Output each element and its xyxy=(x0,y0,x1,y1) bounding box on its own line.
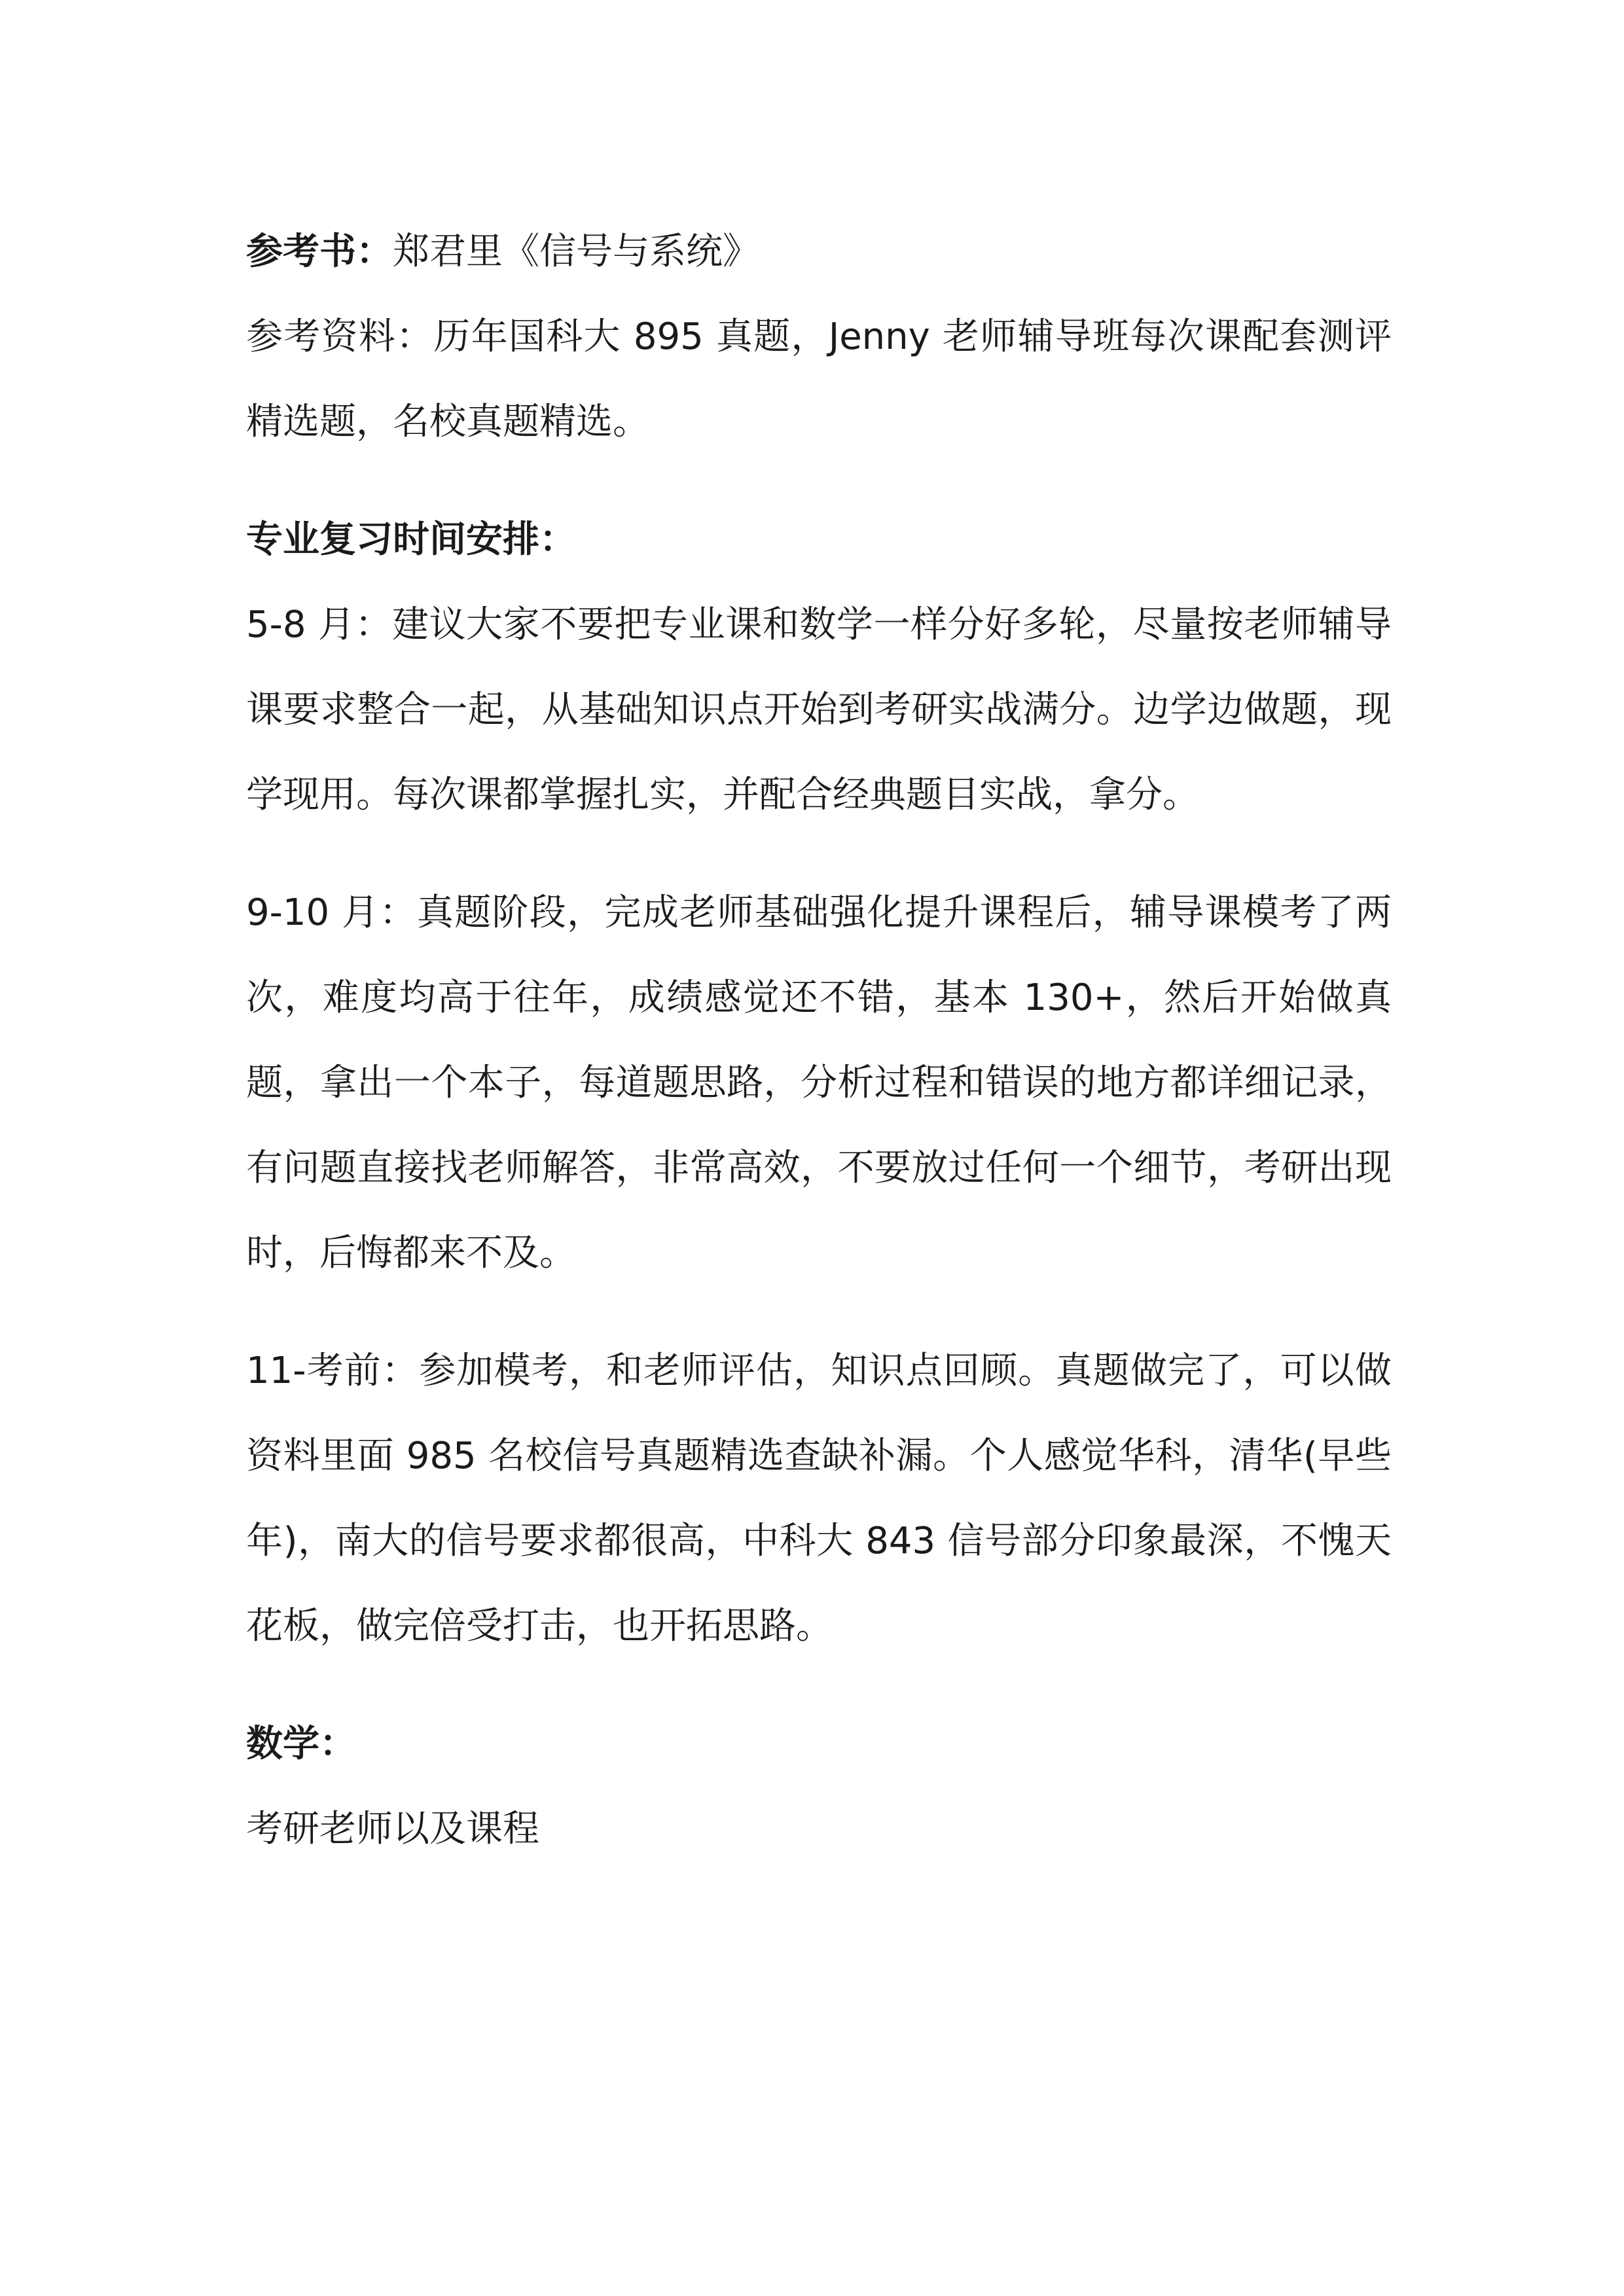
reference-materials-paragraph: 参考资料：历年国科大 895 真题，Jenny 老师辅导班每次课配套测评精选题，名校真题精选。 xyxy=(246,315,1392,443)
math-paragraph: 考研老师以及课程 xyxy=(246,1808,539,1850)
schedule-heading: 专业复习时间安排： xyxy=(246,518,576,561)
schedule-paragraph-sep-oct: 9-10 月：真题阶段，完成老师基础强化提升课程后，辅导课模考了两次，难度均高于往年，成绩感觉还不错，基本 130+，然后开始做真题，拿出一个本子，每道题思路，分析过程和错误的地方都详细记录，有问题直接找老师解答，非常高效，不要放过任何一个细节，考研出现时，后悔都来不及。 xyxy=(246,891,1392,1274)
reference-book-line xyxy=(246,209,1392,295)
schedule-paragraph-may-aug: 5-8 月：建议大家不要把专业课和数学一样分好多轮，尽量按老师辅导课要求整合一起，从基础知识点开始到考研实战满分。边学边做题，现学现用。每次课都掌握扎实，并配合经典题目实战，拿分。 xyxy=(246,603,1392,816)
math-heading: 数学： xyxy=(246,1723,356,1765)
schedule-paragraph-nov-exam: 11-考前：参加模考，和老师评估，知识点回顾。真题做完了，可以做资料里面 985 名校信号真题精选查缺补漏。个人感觉华科，清华(早些年)，南大的信号要求都很高，中科大 843 信号部分印象最深，不愧天花板，做完倍受打击，也开拓思路。 xyxy=(246,1350,1392,1647)
reference-book-label: 参考书： xyxy=(246,230,393,273)
reference-book-title: 郑君里《信号与系统》 xyxy=(393,230,759,273)
document-page xyxy=(246,209,1392,1872)
